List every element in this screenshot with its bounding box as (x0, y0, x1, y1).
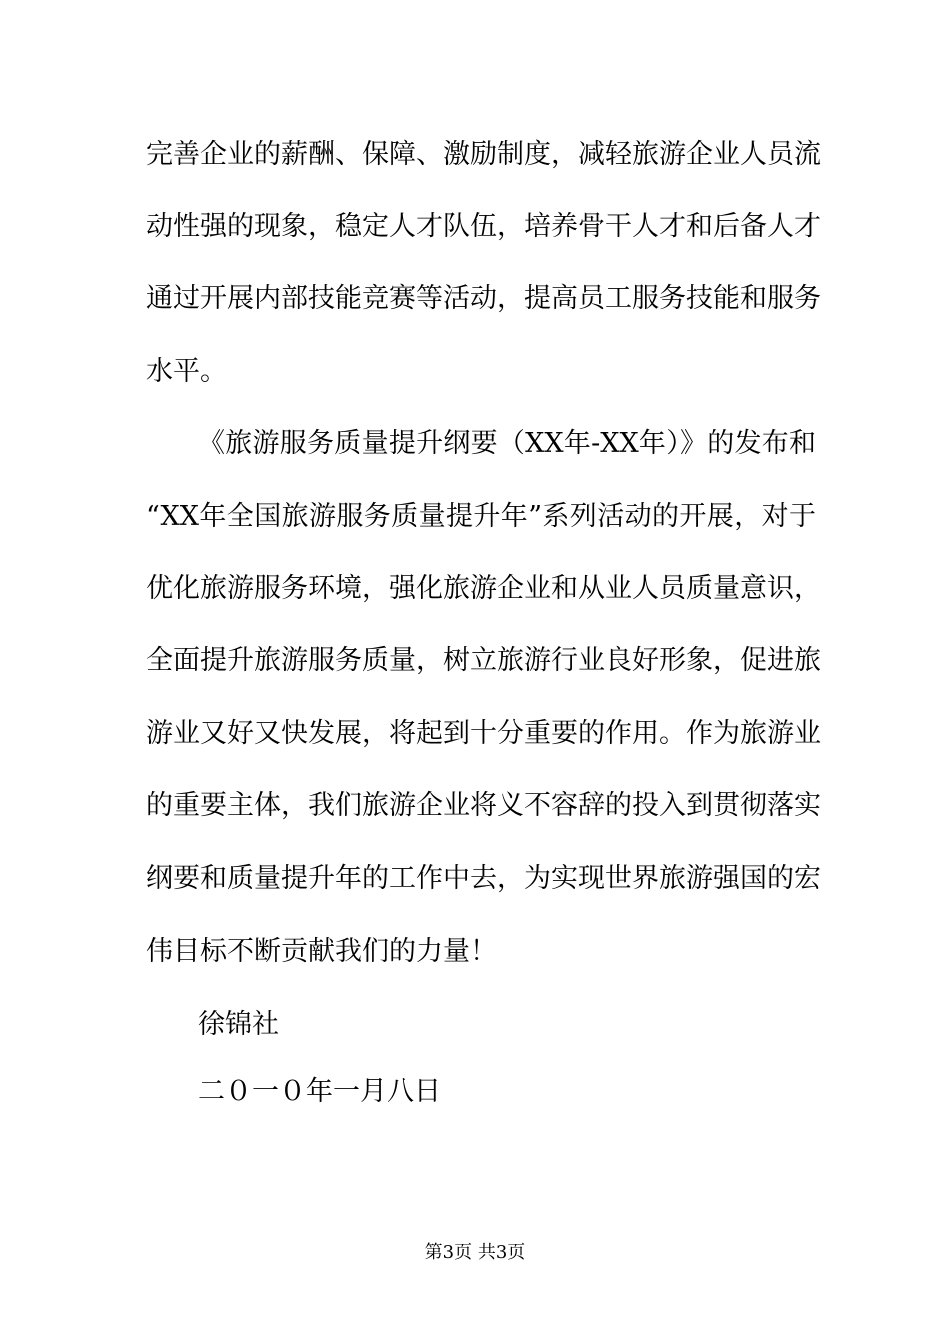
text-line: 水平。 (146, 356, 227, 387)
text-line: 的重要主体，我们旅游企业将义不容辞的投入到贯彻落实 (146, 790, 821, 821)
text-line: 动性强的现象，稳定人才队伍，培养骨干人才和后备人才 (146, 211, 821, 242)
text-line: 《旅游服务质量提升纲要（XX年-XX年）》的发布和 (198, 428, 816, 459)
text-line: “XX年全国旅游服务质量提升年”系列活动的开展，对于 (146, 501, 816, 532)
signature-name: 徐锦社 (198, 1009, 279, 1040)
text-line: 全面提升旅游服务质量，树立旅游行业良好形象，促进旅 (146, 645, 821, 676)
page-footer: 第3页 共3页 (424, 1242, 526, 1263)
text-line: 伟目标不断贡献我们的力量！ (146, 936, 497, 967)
text-line: 完善企业的薪酬、保障、激励制度，减轻旅游企业人员流 (146, 139, 821, 170)
text-line: 优化旅游服务环境，强化旅游企业和从业人员质量意识， (146, 573, 821, 604)
text-line: 游业又好又快发展，将起到十分重要的作用。作为旅游业 (146, 718, 821, 749)
text-line: 通过开展内部技能竞赛等活动，提高员工服务技能和服务 (146, 283, 821, 314)
text-line: 纲要和质量提升年的工作中去，为实现世界旅游强国的宏 (146, 863, 821, 894)
signature-date: 二０一０年一月八日 (198, 1076, 441, 1107)
